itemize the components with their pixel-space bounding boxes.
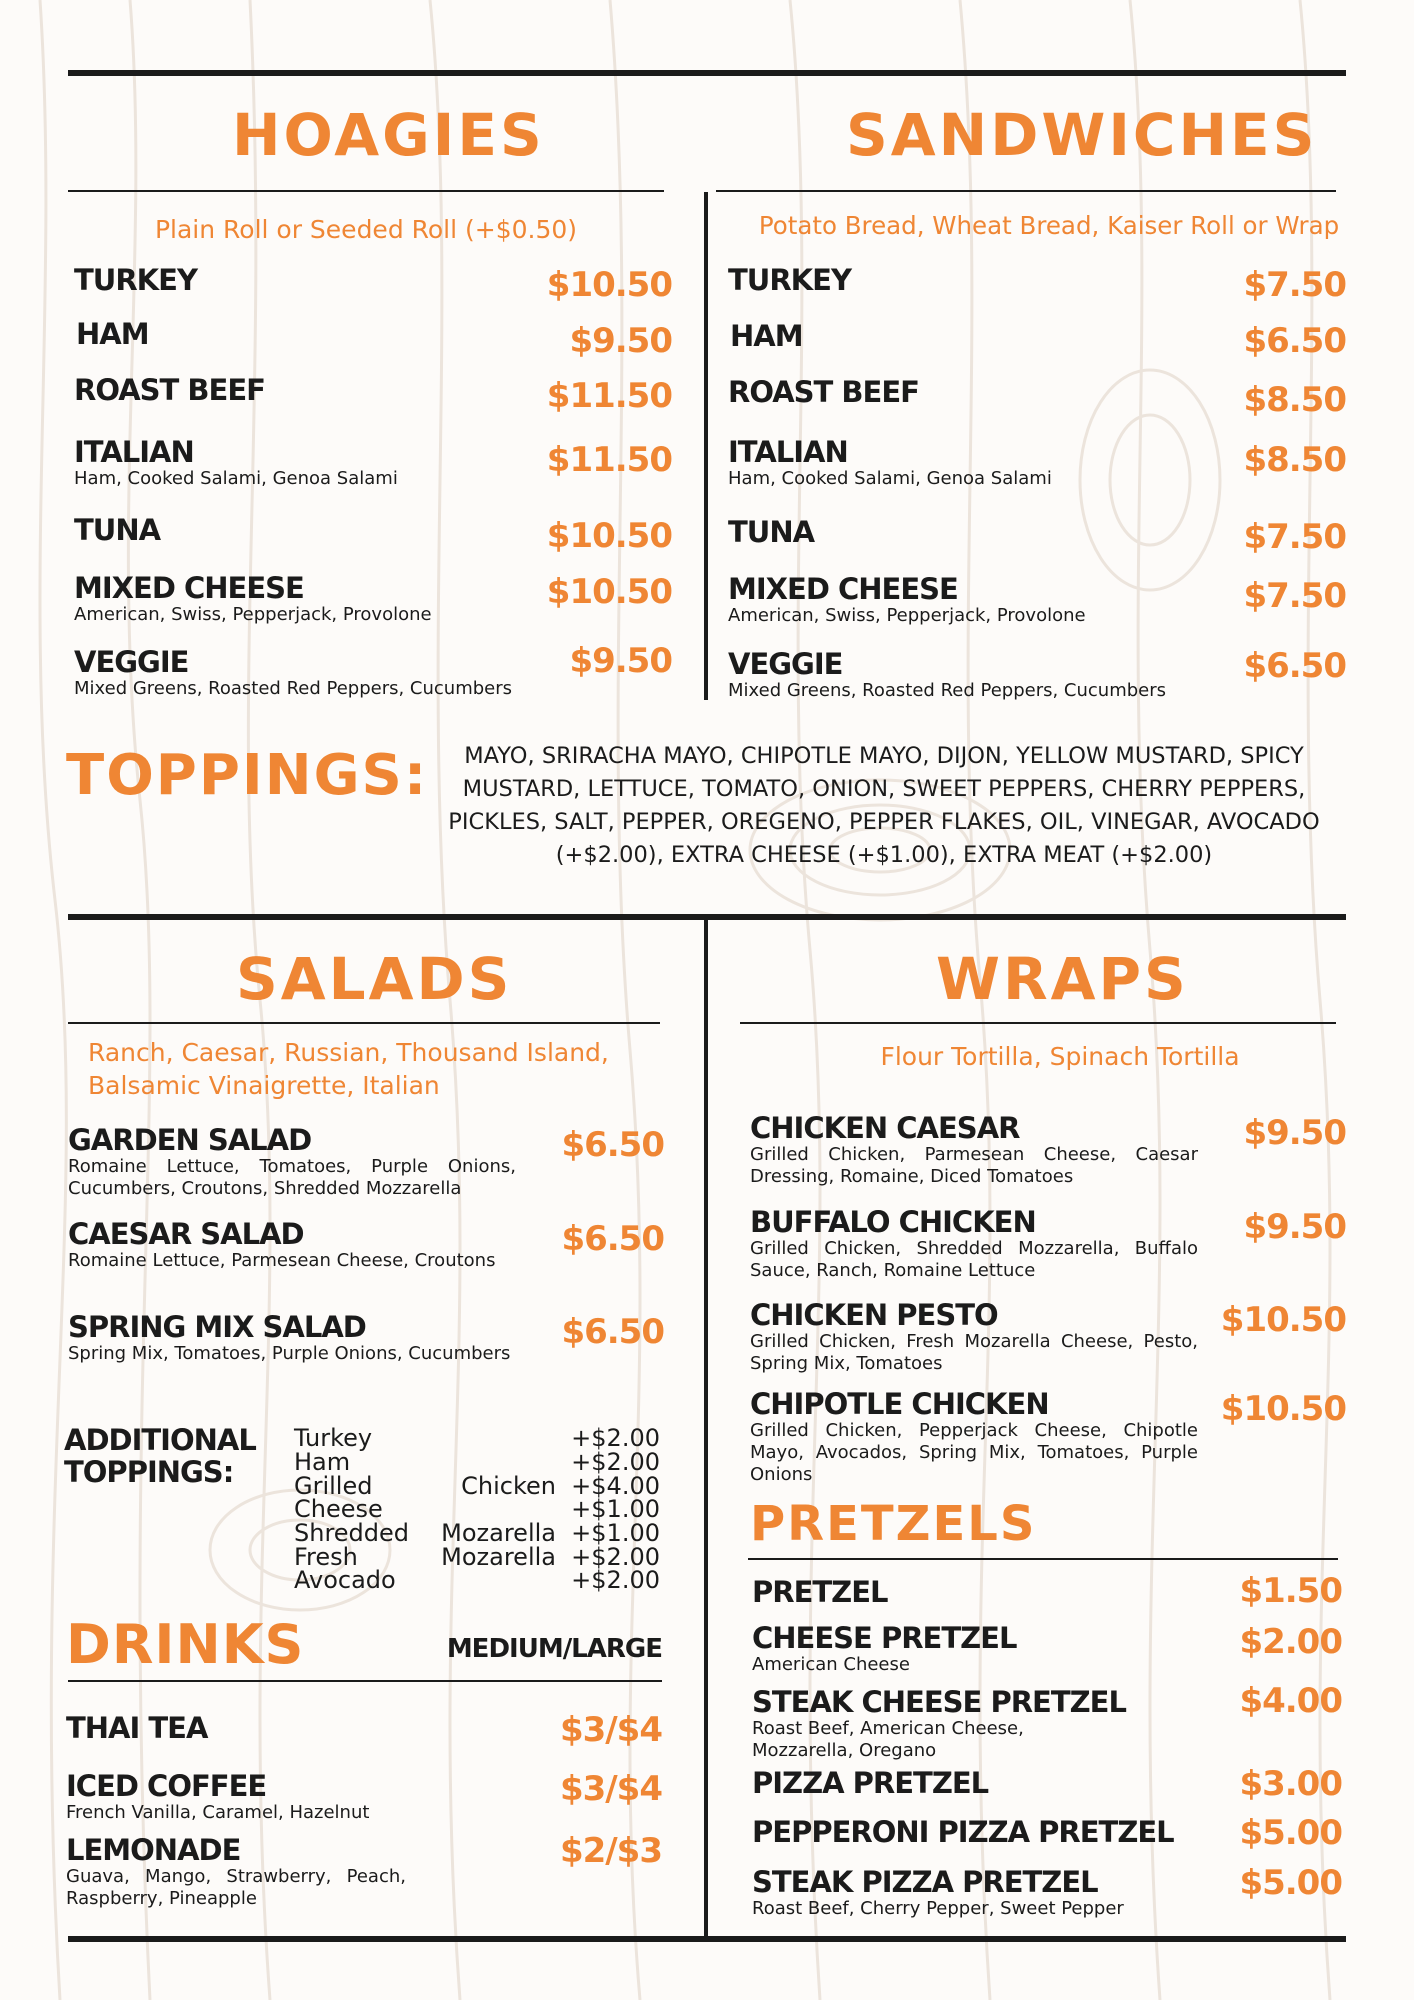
menu-item — [68, 1311, 516, 1365]
wraps-title: WRAPS — [936, 945, 1189, 1013]
item-description: Ham, Cooked Salami, Genoa Salami — [74, 468, 398, 489]
item-name: PEPPERONI PIZZA PRETZEL — [752, 1815, 1174, 1849]
item-price: $6.50 — [561, 1125, 664, 1165]
salads-title: SALADS — [236, 945, 513, 1013]
lower-column-divider — [704, 918, 708, 1938]
item-name: GARDEN SALAD — [68, 1123, 312, 1157]
drinks-size-label: MEDIUM/LARGE — [446, 1634, 662, 1664]
item-name: LEMONADE — [66, 1833, 241, 1867]
item-description: Ham, Cooked Salami, Genoa Salami — [728, 468, 1052, 489]
menu-item — [728, 648, 1178, 702]
sandwiches-subtitle: Potato Bread, Wheat Bread, Kaiser Roll or Wrap — [758, 211, 1340, 240]
item-price: $1.50 — [1239, 1571, 1342, 1611]
menu-item — [750, 1299, 1198, 1375]
item-price: $6.50 — [1243, 646, 1346, 686]
item-price: $8.50 — [1243, 440, 1346, 480]
menu-item — [750, 1388, 1198, 1486]
item-name: ITALIAN — [74, 435, 194, 469]
menu-item — [750, 1206, 1198, 1282]
upper-column-divider — [704, 192, 708, 700]
menu-item — [68, 1124, 516, 1200]
item-description: Spring Mix, Tomatoes, Purple Onions, Cucumbers — [68, 1343, 511, 1364]
menu-item — [66, 1770, 486, 1824]
item-price: $10.50 — [546, 572, 672, 612]
item-name: CAESAR SALAD — [68, 1217, 304, 1251]
item-price: $3/$4 — [559, 1769, 662, 1809]
item-name: TURKEY — [74, 263, 197, 297]
item-price: $6.50 — [1243, 321, 1346, 361]
menu-item — [66, 1712, 486, 1744]
salads-subtitle-line2: Balsamic Vinaigrette, Italian — [88, 1071, 440, 1100]
menu-item — [752, 1816, 1192, 1848]
menu-item — [752, 1576, 1192, 1608]
item-name: CHICKEN PESTO — [750, 1298, 998, 1332]
item-name: ICED COFFEE — [66, 1769, 267, 1803]
item-price: $4.00 — [1239, 1681, 1342, 1721]
menu-item — [74, 646, 522, 700]
item-description: American Cheese — [752, 1654, 910, 1675]
item-name: TUNA — [74, 513, 161, 547]
item-description-line2: Mozzarella, Oregano — [752, 1740, 937, 1761]
top-border — [68, 70, 1346, 76]
menu-item — [68, 1218, 516, 1272]
item-price: $6.50 — [561, 1219, 664, 1259]
item-price: $10.50 — [1220, 1389, 1346, 1429]
toppings-label: TOPPINGS: — [66, 743, 429, 808]
additional-topping-name: Shredded Mozarella — [294, 1519, 556, 1547]
hoagies-subtitle: Plain Roll or Seeded Roll (+$0.50) — [154, 215, 578, 244]
additional-topping-price: +$1.00 — [571, 1519, 660, 1547]
salads-underline — [68, 1022, 660, 1024]
additional-topping-name: Turkey — [294, 1424, 373, 1452]
additional-topping-price: +$1.00 — [571, 1495, 660, 1523]
item-description: French Vanilla, Caramel, Hazelnut — [66, 1802, 370, 1823]
wraps-subtitle: Flour Tortilla, Spinach Tortilla — [880, 1042, 1240, 1071]
menu-item — [728, 264, 1208, 296]
item-name: PRETZEL — [752, 1575, 888, 1609]
menu-item — [66, 1834, 406, 1910]
additional-topping-price: +$2.00 — [571, 1448, 660, 1476]
drinks-underline — [68, 1680, 662, 1682]
menu-item — [74, 514, 554, 546]
item-price: $9.50 — [569, 641, 672, 681]
menu-item — [752, 1767, 1192, 1799]
menu-item — [728, 516, 1208, 548]
item-name: MIXED CHEESE — [74, 571, 304, 605]
additional-toppings-label — [64, 1424, 256, 1488]
item-price: $11.50 — [546, 440, 672, 480]
item-name: VEGGIE — [74, 645, 189, 679]
item-name: CHICKEN CAESAR — [750, 1111, 1020, 1145]
toppings-list: MAYO, SRIRACHA MAYO, CHIPOTLE MAYO, DIJON, YELLOW MUSTARD, SPICY MUSTARD, LETTUCE, TOMATO, ONION, SWEET PEPPERS, CHERRY PEPPERS, PICKLES, SALT, PEPPER, OREGENO, PEPPER FLAKES, OIL, VINEGAR, AVOCADO (+$2.00), EXTRA CHEESE (+$1.00), EXTRA MEAT (+$2.00) — [448, 743, 1320, 868]
item-name: ROAST BEEF — [74, 373, 265, 407]
item-price: $5.00 — [1239, 1813, 1342, 1853]
additional-toppings-label-line2: TOPPINGS: — [64, 1455, 234, 1489]
pretzels-title: PRETZELS — [750, 1496, 1037, 1552]
menu-item — [730, 320, 1210, 352]
menu-item — [74, 264, 554, 296]
menu-item — [74, 436, 554, 490]
item-price: $3/$4 — [559, 1710, 662, 1750]
item-price: $11.50 — [546, 376, 672, 416]
menu-item — [752, 1622, 1192, 1676]
item-price: $3.00 — [1239, 1764, 1342, 1804]
item-name: ITALIAN — [728, 435, 848, 469]
pretzels-underline — [748, 1558, 1338, 1560]
item-price: $5.00 — [1239, 1863, 1342, 1903]
menu-item — [728, 573, 1208, 627]
menu-item — [752, 1686, 1192, 1762]
item-name: TURKEY — [728, 263, 851, 297]
item-name: PIZZA PRETZEL — [752, 1766, 989, 1800]
additional-topping-price: +$2.00 — [571, 1543, 660, 1571]
item-name: CHIPOTLE CHICKEN — [750, 1387, 1049, 1421]
item-description: Roast Beef, Cherry Pepper, Sweet Pepper — [752, 1898, 1124, 1919]
item-name: ROAST BEEF — [728, 375, 919, 409]
drinks-title: DRINKS — [66, 1613, 305, 1676]
menu-item — [750, 1112, 1198, 1188]
item-price: $7.50 — [1243, 576, 1346, 616]
item-description: Grilled Chicken, Parmesean Cheese, Caesar Dressing, Romaine, Diced Tomatoes — [750, 1144, 1198, 1187]
item-name: CHEESE PRETZEL — [752, 1621, 1017, 1655]
item-description: Romaine Lettuce, Parmesean Cheese, Croutons — [68, 1250, 496, 1271]
item-description: Mixed Greens, Roasted Red Peppers, Cucumbers — [728, 680, 1167, 701]
item-description: Guava, Mango, Strawberry, Peach, Raspberry, Pineapple — [66, 1866, 406, 1909]
item-price: $10.50 — [546, 516, 672, 556]
item-description: American, Swiss, Pepperjack, Provolone — [74, 604, 432, 625]
item-description: Grilled Chicken, Fresh Mozarella Cheese, Pesto, Spring Mix, Tomatoes — [750, 1331, 1198, 1374]
item-description: Grilled Chicken, Pepperjack Cheese, Chipotle Mayo, Avocados, Spring Mix, Tomatoes, Purple Onions — [750, 1420, 1198, 1485]
item-name: TUNA — [728, 515, 815, 549]
item-price: $10.50 — [1220, 1300, 1346, 1340]
menu-item — [752, 1866, 1192, 1920]
item-price: $2.00 — [1239, 1622, 1342, 1662]
item-name: VEGGIE — [728, 647, 843, 681]
menu-item — [74, 374, 554, 406]
item-description: Mixed Greens, Roasted Red Peppers, Cucumbers — [74, 678, 513, 699]
item-name: HAM — [730, 319, 803, 353]
item-price: $9.50 — [1243, 1113, 1346, 1153]
additional-topping-name: Avocado — [294, 1566, 396, 1594]
additional-topping-name: Cheese — [294, 1495, 383, 1523]
additional-topping-name: Grilled Chicken — [294, 1472, 556, 1500]
item-price: $9.50 — [1243, 1207, 1346, 1247]
additional-toppings-label-line1: ADDITIONAL — [64, 1423, 256, 1457]
additional-topping-price: +$2.00 — [571, 1566, 660, 1594]
item-price: $7.50 — [1243, 517, 1346, 557]
item-price: $2/$3 — [559, 1831, 662, 1871]
menu-item — [728, 436, 1208, 490]
sandwiches-title: SANDWICHES — [846, 101, 1318, 169]
item-description-line1: Roast Beef, American Cheese, — [752, 1718, 1024, 1739]
salads-subtitle-line1: Ranch, Caesar, Russian, Thousand Island, — [88, 1038, 609, 1067]
item-price: $10.50 — [546, 265, 672, 305]
item-description: Grilled Chicken, Shredded Mozzarella, Buffalo Sauce, Ranch, Romaine Lettuce — [750, 1238, 1198, 1281]
item-description: American, Swiss, Pepperjack, Provolone — [728, 605, 1086, 626]
menu-item — [76, 318, 556, 350]
item-price: $6.50 — [561, 1312, 664, 1352]
menu-item — [74, 572, 554, 626]
hoagies-underline — [68, 190, 664, 192]
item-price: $9.50 — [569, 321, 672, 361]
wraps-underline — [740, 1022, 1336, 1024]
item-price: $8.50 — [1243, 380, 1346, 420]
additional-topping-price: +$4.00 — [571, 1472, 660, 1500]
sandwiches-underline — [716, 190, 1336, 192]
item-name: BUFFALO CHICKEN — [750, 1205, 1036, 1239]
item-name: MIXED CHEESE — [728, 572, 958, 606]
item-name: THAI TEA — [66, 1711, 208, 1745]
additional-topping-name: Fresh Mozarella — [294, 1543, 556, 1571]
item-name: STEAK CHEESE PRETZEL — [752, 1685, 1126, 1719]
item-name: HAM — [76, 317, 149, 351]
additional-topping-name: Ham — [294, 1448, 351, 1476]
item-name: SPRING MIX SALAD — [68, 1310, 366, 1344]
menu-item — [728, 376, 1208, 408]
item-price: $7.50 — [1243, 265, 1346, 305]
hoagies-title: HOAGIES — [232, 101, 545, 169]
bottom-border — [68, 1936, 1346, 1942]
item-description: Romaine Lettuce, Tomatoes, Purple Onions, Cucumbers, Croutons, Shredded Mozzarella — [68, 1156, 516, 1199]
additional-topping-price: +$2.00 — [571, 1424, 660, 1452]
item-name: STEAK PIZZA PRETZEL — [752, 1865, 1098, 1899]
